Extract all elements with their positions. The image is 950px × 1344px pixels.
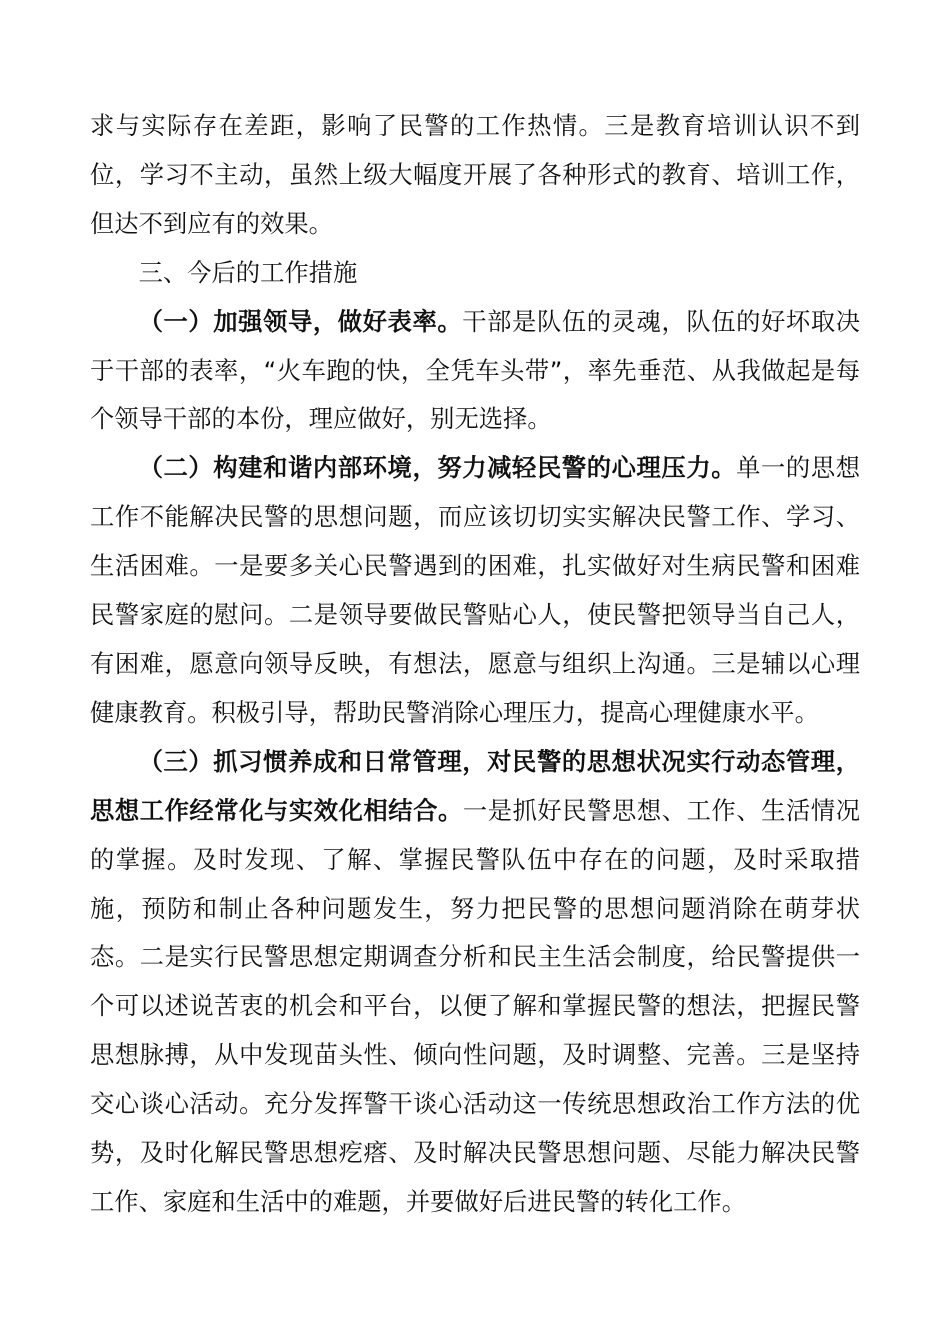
paragraph-heading: （三）抓习惯养成和日常管理，对民警的思想状况实行动态管理，思想工作经常化与实效化相结合。 [90,746,860,825]
paragraph-text: 干部是队伍的灵魂，队伍的好坏取决于干部的表率，“火车跑的快，全凭车头带”，率先垂范、从我做起是每个领导干部的本份，理应做好，别无选择。 [90,306,861,434]
paragraph-measure-1 [90,298,860,445]
paragraph-continuation [90,102,860,249]
paragraph-text: 单一的思想工作不能解决民警的思想问题，而应该切切实实解决民警工作、学习、生活困难。一是要多关心民警遇到的困难，扎实做好对生病民警和困难民警家庭的慰问。二是领导要做民警贴心人，使民警把领导当自己人，有困难，愿意向领导反映，有想法，愿意与组织上沟通。三是辅以心理健康教育。积极引导，帮助民警消除心理压力，提高心理健康水平。 [90,453,861,727]
paragraph-heading: （二）构建和谐内部环境，努力减轻民警的心理压力。 [138,453,737,483]
paragraph-heading: （一）加强领导，做好表率。 [138,306,463,336]
paragraph-measure-3 [90,738,860,1227]
section-heading-text: 三、今后的工作措施 [138,257,358,287]
document-page [90,102,860,1227]
paragraph-measure-2 [90,444,860,737]
paragraph-text: 一是抓好民警思想、工作、生活情况的掌握。及时发现、了解、掌握民警队伍中存在的问题，及时采取措施，预防和制止各种问题发生，努力把民警的思想问题消除在萌芽状态。二是实行民警思想定期调查分析和民主生活会制度，给民警提供一个可以述说苦衷的机会和平台，以便了解和掌握民警的想法，把握民警思想脉搏，从中发现苗头性、倾向性问题，及时调整、完善。三是坚持交心谈心活动。充分发挥警干谈心活动这一传统思想政治工作方法的优势，及时化解民警思想疙瘩、及时解决民警思想问题、尽能力解决民警工作、家庭和生活中的难题，并要做好后进民警的转化工作。 [90,795,861,1216]
paragraph-text: 求与实际存在差距，影响了民警的工作热情。三是教育培训认识不到位，学习不主动，虽然上级大幅度开展了各种形式的教育、培训工作，但达不到应有的效果。 [90,111,860,238]
section-heading-measures [90,249,860,298]
